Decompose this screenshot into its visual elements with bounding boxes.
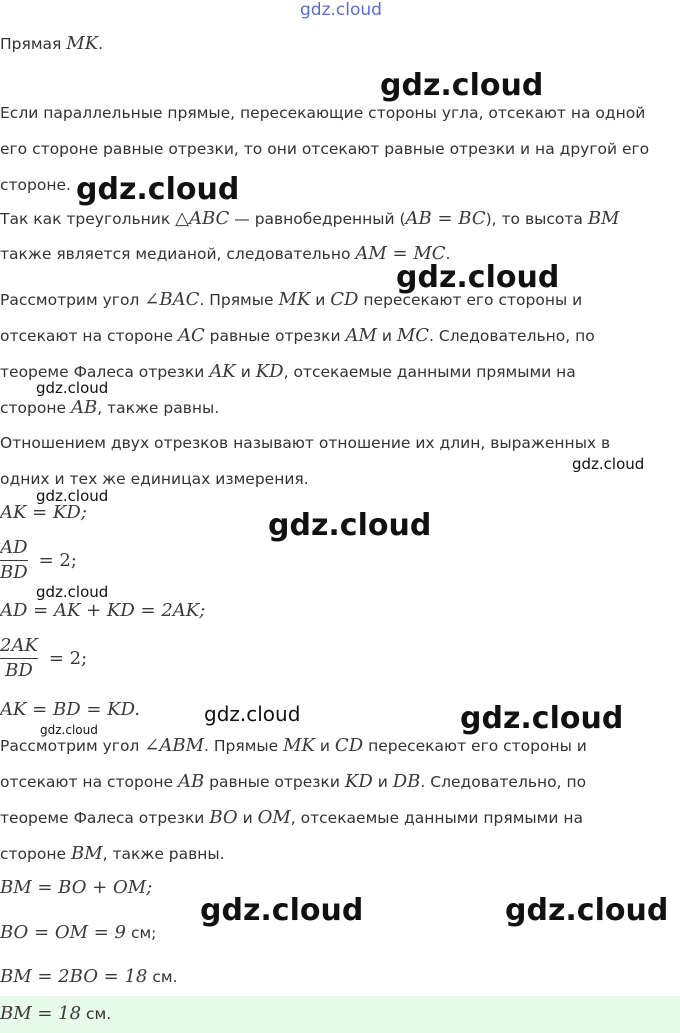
- header-watermark: gdz.cloud: [300, 0, 382, 20]
- equation: [0, 966, 177, 988]
- math: CD: [334, 735, 364, 756]
- text: Рассмотрим угол: [0, 737, 145, 755]
- text: и: [314, 737, 335, 755]
- text-line: его стороне равные отрезки, то они отсекают равные отрезки и на другой его: [0, 140, 650, 158]
- text: . Прямые: [204, 737, 284, 755]
- equation: AD = AK + KD = 2AK;: [0, 600, 206, 621]
- math: ∠ABM: [144, 735, 205, 756]
- math: MK: [283, 735, 315, 756]
- equation: AK = KD;: [0, 502, 87, 523]
- text: , также равны.: [97, 399, 220, 417]
- text: равные отрезки: [204, 773, 345, 791]
- text: и: [372, 773, 393, 791]
- math: KD: [255, 361, 284, 382]
- text: .: [98, 35, 104, 53]
- watermark: gdz.cloud: [36, 583, 109, 601]
- text-line: [0, 397, 219, 419]
- text-line: [0, 807, 583, 829]
- text: теореме Фалеса отрезки: [0, 809, 210, 827]
- denominator: BD: [0, 562, 28, 583]
- text: и: [235, 363, 256, 381]
- text: ), то высота: [485, 210, 588, 228]
- math: AB = BC: [405, 208, 486, 229]
- text-line: Если параллельные прямые, пересекающие стороны угла, отсекают на одной: [0, 104, 646, 122]
- math: △ABC: [175, 208, 230, 229]
- text: равные отрезки: [204, 327, 346, 345]
- watermark: gdz.cloud: [36, 487, 109, 505]
- text: также является медианой, следовательно: [0, 245, 356, 263]
- unit: см;: [126, 924, 157, 942]
- watermark: gdz.cloud: [380, 68, 544, 103]
- text: . Следовательно, по: [429, 327, 595, 345]
- text-line: [0, 243, 450, 265]
- unit: см.: [81, 1005, 112, 1023]
- text: пересекают его стороны и: [358, 291, 583, 309]
- text: Рассмотрим угол: [0, 291, 145, 309]
- text-line: [0, 208, 619, 230]
- text: Прямая: [0, 35, 67, 53]
- text-line: [0, 843, 225, 865]
- equation: BM = BO + OM;: [0, 877, 153, 898]
- math: BM = 2BO = 18: [0, 966, 148, 987]
- watermark: gdz.cloud: [396, 260, 560, 295]
- math: BM: [587, 208, 620, 229]
- unit: см.: [147, 968, 178, 986]
- watermark: gdz.cloud: [200, 893, 364, 928]
- text-line: [0, 325, 595, 347]
- text: Так как треугольник: [0, 210, 176, 228]
- text: , также равны.: [102, 845, 225, 863]
- equation-rest: = 2;: [48, 648, 88, 669]
- equation: [0, 922, 156, 944]
- math: AM = MC: [355, 243, 446, 264]
- fraction-bar: [0, 560, 28, 561]
- watermark: gdz.cloud: [460, 701, 624, 736]
- math: BO: [209, 807, 238, 828]
- math: BM = 18: [0, 1003, 82, 1024]
- numerator: 2AK: [0, 635, 38, 656]
- text: теореме Фалеса отрезки: [0, 363, 210, 381]
- math: ∠BAC: [144, 289, 200, 310]
- math: AM: [345, 325, 377, 346]
- text: и: [310, 291, 331, 309]
- watermark: gdz.cloud: [36, 379, 109, 397]
- equation-rest: = 2;: [38, 550, 77, 571]
- text: пересекают его стороны и: [363, 737, 587, 755]
- text: и: [237, 809, 258, 827]
- math: AB: [177, 771, 205, 792]
- text: отсекают на стороне: [0, 773, 178, 791]
- text: стороне: [0, 845, 71, 863]
- text: стороне: [0, 399, 71, 417]
- text: , отсекаемые данными прямыми на: [283, 363, 576, 381]
- watermark: gdz.cloud: [204, 702, 301, 726]
- denominator: BD: [5, 660, 33, 681]
- text: .: [445, 245, 451, 263]
- answer-line: [0, 1003, 111, 1025]
- math: BM: [70, 843, 103, 864]
- text: . Следовательно, по: [420, 773, 587, 791]
- text-line: Отношением двух отрезков называют отношение их длин, выраженных в: [0, 434, 611, 452]
- fraction-equation: [0, 635, 87, 682]
- text-line: [0, 33, 103, 55]
- text: — равнобедренный (: [229, 210, 406, 228]
- watermark: gdz.cloud: [76, 172, 240, 207]
- math: CD: [330, 289, 359, 310]
- text-line: стороне.: [0, 176, 71, 194]
- equation: AK = BD = KD.: [0, 699, 141, 720]
- text-line: одних и тех же единицах измерения.: [0, 470, 309, 488]
- math: DB: [392, 771, 421, 792]
- math: OM: [257, 807, 291, 828]
- text: и: [376, 327, 397, 345]
- watermark: gdz.cloud: [40, 723, 98, 737]
- math: BO = OM = 9: [0, 922, 127, 943]
- watermark: gdz.cloud: [268, 508, 432, 543]
- math: AK: [209, 361, 236, 382]
- watermark: gdz.cloud: [572, 455, 645, 473]
- math: MC: [396, 325, 430, 346]
- text: . Прямые: [199, 291, 279, 309]
- text-line: [0, 771, 586, 793]
- math: AC: [177, 325, 205, 346]
- text-line: [0, 735, 587, 757]
- math: KD: [344, 771, 373, 792]
- math: MK: [66, 33, 99, 54]
- fraction-bar: [0, 658, 38, 659]
- numerator: AD: [0, 537, 28, 558]
- math: AB: [70, 397, 98, 418]
- text: , отсекаемые данными прямыми на: [290, 809, 583, 827]
- math: MK: [278, 289, 311, 310]
- fraction-equation: [0, 537, 77, 584]
- watermark: gdz.cloud: [505, 893, 669, 928]
- text: отсекают на стороне: [0, 327, 178, 345]
